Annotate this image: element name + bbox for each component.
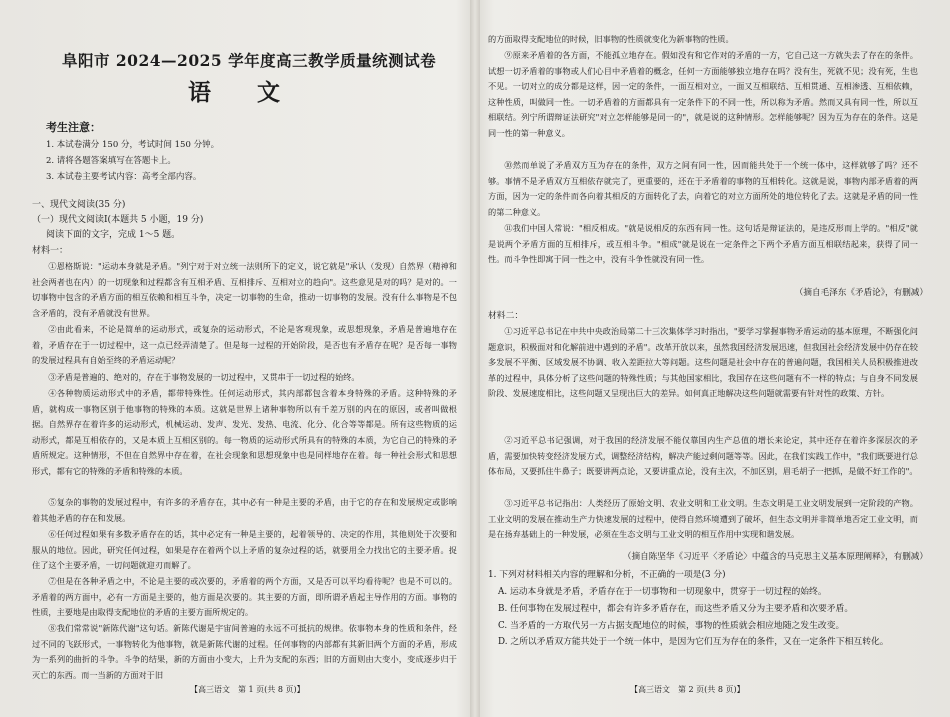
paragraph: ⑦但是在各种矛盾之中，不论是主要的或次要的，矛盾着的两个方面，又是否可以平均看待呢？也是不可以的。矛盾着的两方面中，必有一方面是主要的，他方面是次要的。其主要的方面，即所谓矛盾起主导作用的方面。事物的性质，主要地是由取得支配地位的矛盾的主要方面所规定的。 — [32, 576, 457, 618]
subsection-heading: （一）现代文阅读Ⅰ(本题共 5 小题，19 分) — [32, 215, 204, 225]
page-footer: 【高三语文 第 2 页(共 8 页)】 — [630, 685, 745, 694]
left-page — [0, 0, 470, 717]
paragraph: ②由此看来，不论是简单的运动形式，或复杂的运动形式，不论是客观现象，或思想现象，矛盾是普遍地存在着，矛盾存在于一切过程中，这一点已经弄清楚了。但是每一过程的开始阶段，是否也有矛盾存在呢？是否每一事物的发展过程具有自始至终的矛盾运动呢？ — [32, 324, 457, 366]
section-heading: 一、现代文阅读(35 分) — [32, 200, 126, 210]
notice-list — [46, 137, 446, 185]
answer-option: C. 当矛盾的一方取代另一方占据支配地位的时候，事物的性质就会相应地随之发生改变。 — [498, 621, 845, 631]
subject-title: 语文 — [188, 79, 326, 106]
book-spine — [470, 0, 480, 717]
question-stem: 1. 下列对材料相关内容的理解和分析，不正确的一项是(3 分) — [488, 570, 726, 580]
notice-item: 1. 本试卷满分 150 分，考试时间 150 分钟。 — [46, 140, 220, 150]
notice-heading: 考生注意： — [46, 121, 101, 134]
answer-option: A. 运动本身就是矛盾，矛盾存在于一切事物和一切现象中，贯穿于一切过程的始终。 — [498, 587, 827, 597]
paragraph: 的方面取得支配地位的时候，旧事物的性质就变化为新事物的性质。 — [488, 34, 734, 44]
notice-item: 2. 请将各题答案填写在答题卡上。 — [46, 156, 176, 166]
paragraph: ②习近平总书记强调，对于我国的经济发展不能仅靠国内生产总值的增长来论定，其中还存在着许多深层次的矛盾，需要加快转变经济发展方式，调整经济结构，解决产能过剩问题等等。因此，在我们实践工作中，"我们既要进行总体布局，又要抓住牛鼻子；既要讲两点论，又要讲重点论，没有主次，不加区别，眉毛胡子一把抓，是做不好工作的"。 — [488, 435, 918, 477]
paragraph: ①恩格斯说："运动本身就是矛盾。"列宁对于对立统一法则所下的定义，说它就是"承认（发现）自然界（精神和社会两者也在内）的一切现象和过程都含有互相矛盾、互相排斥、互相对立的趋向"。这些意见是对的吗？是对的。一切事物中包含的矛盾方面的相互依赖和相互斗争，决定一切事物的生命，推动一切事物的发展。没有什么事物是不包含矛盾的，没有矛盾就没有世界。 — [32, 261, 457, 318]
paragraph: ⑩然而单说了矛盾双方互为存在的条件，双方之间有同一性，因而能共处于一个统一体中，这样就够了吗？还不够。事情不是矛盾双方互相依存就完了，更重要的，还在于矛盾着的事物的互相转化。这就是说，事物内部矛盾着的两方面，因为一定的条件而各向着其相反的方面转化了去，向着它的对立方面所处的地位转化了去。这就是矛盾的同一性的第二种意义。 — [488, 160, 918, 217]
paragraph: ⑪我们中国人常说："相反相成。"就是说相反的东西有同一性。这句话是辩证法的，是违反形而上学的。"相反"就是说两个矛盾方面的互相排斥，或互相斗争。"相成"就是说在一定条件之下两个矛盾方面互相联结起来，获得了同一性。而斗争性即寓于同一性之中，没有斗争性就没有同一性。 — [488, 223, 918, 265]
answer-option: B. 任何事物在发展过程中，都会有许多矛盾存在，而这些矛盾又分为主要矛盾和次要矛盾。 — [498, 604, 854, 614]
material-one-label: 材料一： — [32, 246, 69, 256]
source-citation: （摘自毛泽东《矛盾论》，有删减） — [794, 288, 928, 298]
notice-item: 3. 本试卷主要考试内容：高考全部内容。 — [46, 172, 202, 182]
paragraph: ⑨原来矛盾着的各方面，不能孤立地存在。假如没有和它作对的矛盾的一方，它自己这一方就失去了存在的条件。试想一切矛盾着的事物或人们心目中矛盾着的概念，任何一方面能够独立地存在吗？没有生，死就不见；没有死，生也不见。一切对立的成分都是这样，因一定的条件，一面互相对立，一面又互相联结、互相贯通、互相渗透、互相依赖，这种性质，叫做同一性。一切矛盾着的方面都具有一定条件下的不同一性，所以称为矛盾。然而又具有同一性，所以互相联结。列宁所谓辩证法研究"对立怎样能够是同一的"，就是说的这种情形。怎样能够呢？因为互为存在的条件。这是同一性的第一种意义。 — [488, 50, 918, 138]
paragraph: ⑤复杂的事物的发展过程中，有许多的矛盾存在，其中必有一种是主要的矛盾，由于它的存在和发展规定或影响着其他矛盾的存在和发展。 — [32, 497, 457, 523]
answer-option: D. 之所以矛盾双方能共处于一个统一体中，是因为它们互为存在的条件，又在一定条件下相互转化。 — [498, 637, 889, 647]
exam-title: 阜阳市 2024—2025 学年度高三教学质量统测试卷 — [62, 51, 437, 70]
reading-instruction: 阅读下面的文字，完成 1～5 题。 — [46, 230, 181, 240]
paragraph: ③矛盾是普遍的、绝对的，存在于事物发展的一切过程中，又贯串于一切过程的始终。 — [48, 372, 360, 382]
material-two-label: 材料二： — [488, 311, 524, 321]
right-page — [480, 0, 950, 717]
paragraph: ④各种物质运动形式中的矛盾，都带特殊性。任何运动形式，其内部都包含着本身特殊的矛盾。这种特殊的矛盾，就构成一事物区别于他事物的特殊的本质。这就是世界上诸种事物所以有千差万别的内在的原因，或者叫做根据。自然界存在着许多的运动形式，机械运动、发声、发光、发热、电流、化分、化合等等都是。所有这些物质的运动形式，都是互相依存的，又是本质上互相区别的。每一物质的运动形式所具有的特殊的本质，为它自己的特殊的矛盾所规定。这种情形，不但在自然界中存在着，在社会现象和思想现象中也是同样地存在着。每一种社会形式和思想形式，都有它的特殊的矛盾和特殊的本质。 — [32, 388, 457, 476]
paragraph: ⑧我们常常说"新陈代谢"这句话。新陈代谢是宇宙间普遍的永远不可抵抗的规律。依事物本身的性质和条件，经过不同的飞跃形式，一事物转化为他事物，就是新陈代谢的过程。任何事物的内部都有其新旧两个方面的矛盾，形成为一系列的曲折的斗争。斗争的结果，新的方面由小变大，上升为支配的东西；旧的方面则由大变小，变成逐步归于灭亡的东西。而一当新的方面对于旧 — [32, 623, 457, 680]
source-citation: （摘自陈坚华《习近平〈矛盾论〉中蕴含的马克思主义基本原理阐释》，有删减） — [622, 552, 928, 562]
paragraph: ⑥任何过程如果有多数矛盾存在的话，其中必定有一种是主要的，起着领导的、决定的作用，其他则处于次要和服从的地位。因此，研究任何过程，如果是存在着两个以上矛盾的复杂过程的话，就要用全力找出它的主要矛盾。捉住了这个主要矛盾，一切问题就迎刃而解了。 — [32, 529, 457, 571]
paragraph: ①习近平总书记在中共中央政治局第二十三次集体学习时指出，"要学习掌握事物矛盾运动的基本原理，不断强化问题意识，积极面对和化解前进中遇到的矛盾"。改革开放以来，虽然我国经济发展迅速，但我国社会经济发展中仍存在较多发展不平衡、区域发展不协调、收入差距拉大等问题。这些问题是社会中存在的普遍问题，我国相关人员积极推进改革的过程中，具体分析了这些问题的特殊性质；与其他国家相比，我国存在这些问题有不一样的特点；与自身不同发展阶段、发展速度相比，这些问题又呈现出巨大的差异。如何真正地解决这些问题就需要有针对性的政策、方针。 — [488, 326, 918, 399]
page-footer: 【高三语文 第 1 页(共 8 页)】 — [190, 685, 305, 694]
paragraph: ③习近平总书记指出：人类经历了原始文明、农业文明和工业文明。生态文明是工业文明发展到一定阶段的产物。工业文明的发展在推动生产力快速发展的过程中，使得自然环境遭到了破坏，但生态文明并非简单地否定工业文明，而是在扬弃基础上的一种发展，必须在生态文明与工业文明的相互作用中实现和谐发展。 — [488, 498, 918, 540]
